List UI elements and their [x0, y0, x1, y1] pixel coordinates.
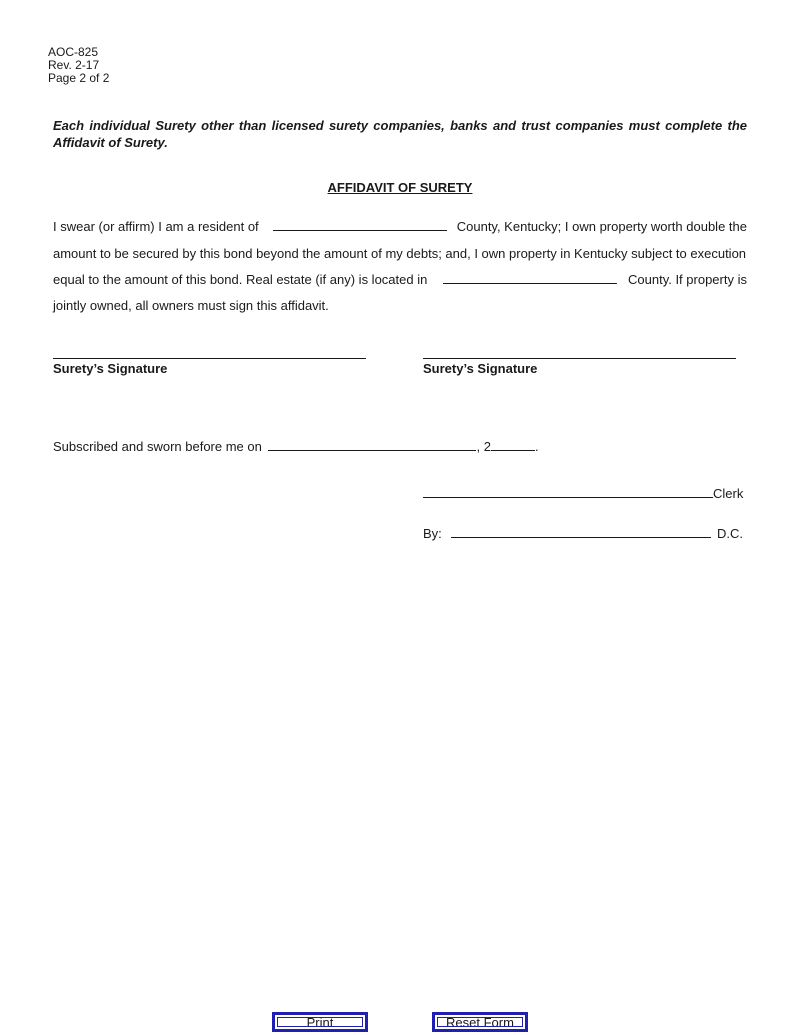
affidavit-line-3-start: equal to the amount of this bond. Real estate (if any) is located in — [53, 272, 428, 287]
clerk-signature-field[interactable] — [423, 486, 713, 498]
affidavit-line-1-start: I swear (or affirm) I am a resident of — [53, 219, 259, 234]
deputy-clerk-line — [423, 526, 743, 541]
print-button[interactable]: Print — [272, 1012, 368, 1032]
clerk-label: Clerk — [713, 486, 744, 501]
affidavit-line-3 — [53, 272, 747, 288]
surety-signature-label-right: Surety’s Signature — [423, 361, 538, 376]
deputy-clerk-signature-field[interactable] — [451, 526, 711, 538]
sworn-statement — [53, 439, 539, 454]
reset-form-button[interactable]: Reset Form — [432, 1012, 528, 1032]
intro-instructions: Each individual Surety other than licensed surety companies, banks and trust companies must complete the Affidavit of Surety. — [53, 118, 747, 150]
county-of-residence-field[interactable] — [273, 219, 447, 231]
affidavit-line-1 — [53, 219, 747, 235]
affidavit-title — [0, 180, 800, 195]
sworn-year-prefix: , 2 — [476, 439, 491, 454]
affidavit-line-4: jointly owned, all owners must sign this affidavit. — [53, 298, 329, 313]
page-number: Page 2 of 2 — [48, 71, 110, 85]
by-label: By: — [423, 526, 442, 541]
dc-label: D.C. — [717, 526, 744, 541]
surety-signature-line-right[interactable] — [423, 358, 736, 359]
revision: Rev. 2-17 — [48, 58, 100, 72]
surety-signature-line-left[interactable] — [53, 358, 366, 359]
clerk-line — [423, 486, 743, 501]
affidavit-line-2: amount to be secured by this bond beyond the amount of my debts; and, I own property in Kentucky subject to execution — [53, 246, 747, 261]
sworn-suffix: . — [534, 439, 539, 454]
surety-signature-label-left: Surety’s Signature — [53, 361, 168, 376]
affidavit-line-3-end: County. If property is — [628, 272, 747, 287]
sworn-year-field[interactable] — [491, 439, 535, 451]
real-estate-county-field[interactable] — [443, 272, 617, 284]
affidavit-title-text: AFFIDAVIT OF SURETY — [327, 180, 473, 195]
affidavit-line-1-end: County, Kentucky; I own property worth double the — [456, 219, 747, 234]
form-number: AOC-825 — [48, 45, 99, 59]
sworn-date-field[interactable] — [268, 439, 476, 451]
sworn-prefix: Subscribed and sworn before me on — [53, 439, 262, 454]
